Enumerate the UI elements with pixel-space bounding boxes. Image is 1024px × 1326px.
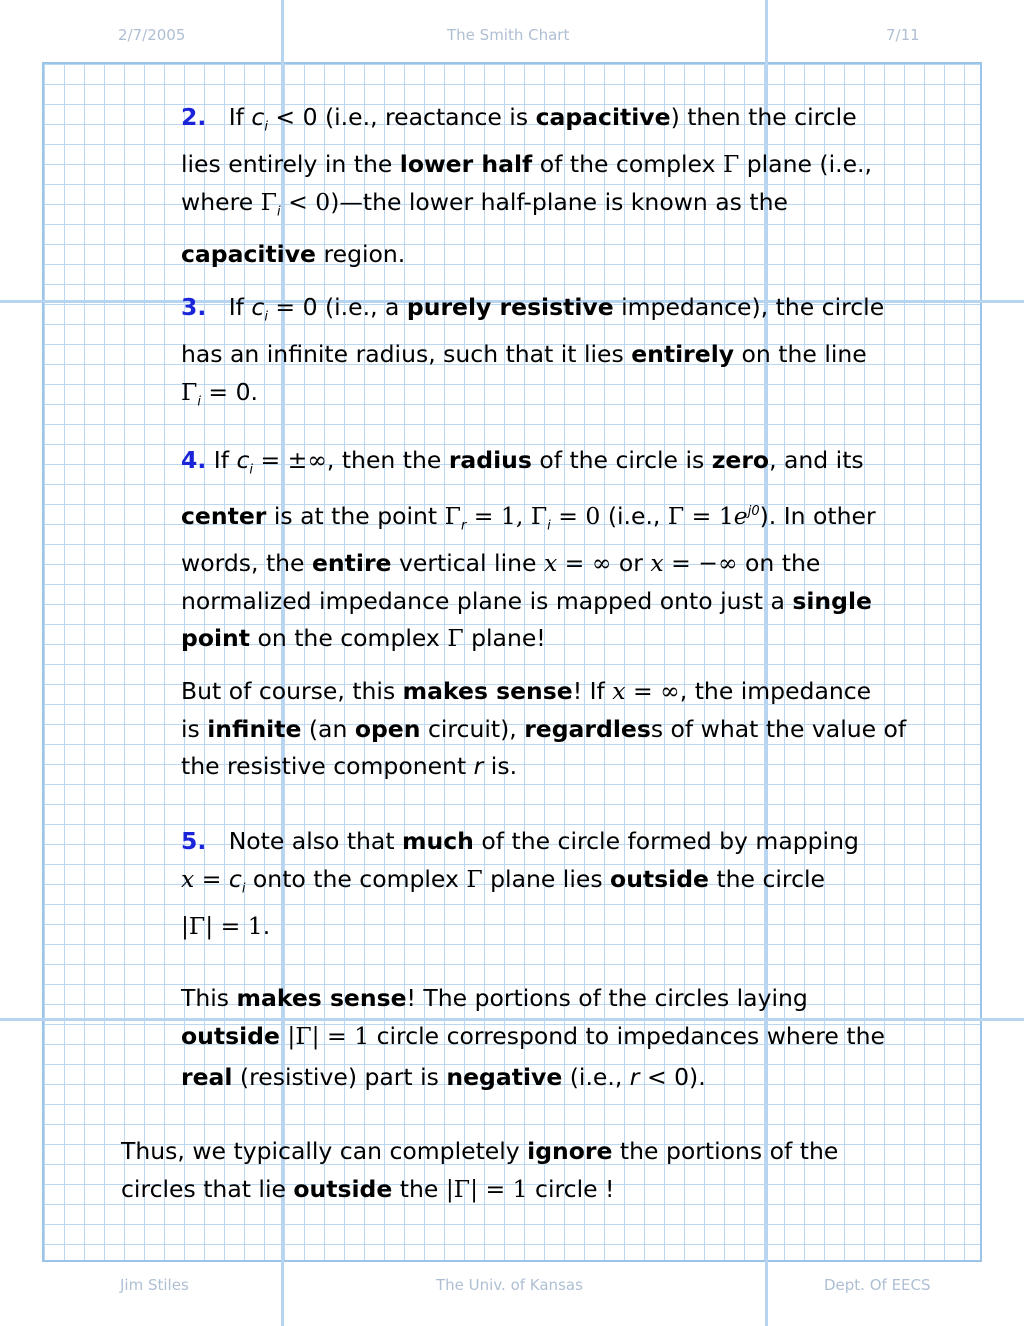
text: plane (i.e., — [739, 150, 872, 179]
line — [181, 1059, 885, 1097]
text: , then the — [326, 446, 449, 474]
text: e — [733, 502, 748, 531]
text: )—the lower half-plane is known as the — [330, 187, 788, 216]
item-number: 5. — [181, 827, 207, 855]
text: i — [197, 394, 201, 410]
text: (i.e., — [562, 1063, 630, 1091]
text: normalized impedance plane is mapped onto just a — [181, 586, 793, 615]
text: But of course, this — [181, 677, 403, 705]
text: or — [611, 549, 651, 578]
text: c — [236, 446, 250, 474]
text: Γ — [453, 1174, 471, 1203]
text: lies entirely in the — [181, 150, 400, 179]
text: This — [181, 984, 237, 1012]
line — [181, 289, 884, 336]
text: has an infinite radius, such that it lies — [181, 340, 632, 369]
text: outside — [181, 1021, 280, 1050]
text: r — [473, 752, 484, 780]
text: s of what the value of — [650, 714, 907, 743]
item-number: 2. — [181, 103, 207, 131]
text: vertical line — [391, 549, 544, 578]
text: center — [181, 502, 267, 531]
text: entirely — [631, 340, 735, 369]
text: (resistive) part is — [232, 1063, 447, 1091]
text: Γ — [667, 502, 685, 531]
text: the resistive component — [181, 752, 474, 780]
text: real — [181, 1063, 233, 1091]
text: Γ — [444, 502, 461, 531]
text: = 1, — [466, 502, 531, 531]
text: , and its — [769, 446, 864, 474]
text: c — [251, 103, 265, 131]
line — [181, 620, 876, 658]
line — [181, 99, 872, 146]
text: Γ — [188, 911, 206, 940]
footer-dept: Dept. Of EECS — [824, 1276, 931, 1294]
text: on the line — [734, 340, 867, 369]
text: Note also that — [228, 827, 403, 855]
text: negative — [446, 1063, 563, 1091]
text: = 0 — [550, 502, 601, 531]
text: | — [445, 1174, 454, 1203]
header-title: The Smith Chart — [447, 26, 570, 44]
text: r — [629, 1063, 640, 1091]
line — [181, 374, 884, 421]
text: circle correspond to impedances where the — [369, 1021, 885, 1050]
text: i — [241, 881, 246, 897]
line — [181, 545, 876, 583]
text: capacitive — [181, 239, 316, 268]
text: (an — [301, 714, 355, 743]
text: = ±∞ — [253, 446, 327, 474]
text: circle ! — [527, 1174, 615, 1203]
text: of the circle is — [531, 446, 712, 474]
text: purely resistive — [406, 293, 614, 321]
text: If — [213, 446, 237, 474]
text: x — [650, 549, 664, 578]
text: Thus, we typically can completely — [121, 1137, 528, 1165]
text: , the impedance — [679, 677, 872, 705]
line — [181, 336, 884, 374]
header-page: 7/11 — [886, 26, 920, 44]
line — [181, 184, 872, 231]
footer-university: The Univ. of Kansas — [436, 1276, 583, 1294]
text: ). In other — [759, 502, 876, 531]
text: = — [194, 864, 229, 893]
text: onto the complex — [245, 864, 467, 893]
item-number: 3. — [181, 293, 207, 321]
text: ) then the circle — [670, 103, 857, 131]
text: impedance), the circle — [613, 293, 885, 321]
text: of the complex — [532, 150, 723, 179]
text: If — [228, 293, 252, 321]
line — [121, 1133, 838, 1171]
footer-author: Jim Stiles — [120, 1276, 189, 1294]
text: i — [547, 518, 551, 534]
line — [181, 908, 859, 946]
text: where — [181, 187, 261, 216]
text: Γ — [447, 624, 464, 653]
line — [181, 236, 872, 274]
course-paragraph — [181, 673, 906, 786]
text: c — [228, 864, 242, 893]
item-number: 4. — [181, 446, 207, 474]
text: Γ — [466, 864, 483, 893]
text: ignore — [527, 1137, 613, 1165]
text: Γ — [722, 150, 740, 179]
text: c — [251, 293, 265, 321]
text: < 0 — [280, 187, 331, 216]
text: = −∞ — [663, 549, 738, 578]
text: = 0. — [200, 377, 258, 406]
text: open — [354, 714, 421, 743]
line — [181, 823, 859, 861]
text: radius — [448, 446, 532, 474]
text: | = 1 — [470, 1174, 528, 1203]
text: ! If — [572, 677, 613, 705]
text: plane lies — [482, 864, 611, 893]
text: = ∞ — [625, 677, 680, 705]
text: is — [181, 714, 208, 743]
text: plane! — [463, 624, 546, 653]
text: on the complex — [250, 624, 448, 653]
text: capacitive — [535, 103, 671, 131]
text: much — [402, 827, 474, 855]
text: x — [181, 864, 195, 893]
text: r — [460, 518, 467, 534]
item-3-paragraph — [181, 289, 884, 421]
line — [181, 748, 906, 786]
text: zero — [711, 446, 770, 474]
header-date: 2/7/2005 — [118, 26, 186, 44]
text: the portions of the — [612, 1137, 839, 1165]
text: i — [264, 309, 268, 325]
sense-paragraph — [181, 980, 885, 1097]
text: circles that lie — [121, 1174, 294, 1203]
text: the — [392, 1174, 446, 1203]
text: entire — [311, 549, 392, 578]
line — [181, 711, 906, 749]
text: circuit), — [420, 714, 525, 743]
final-paragraph — [121, 1133, 838, 1208]
line — [181, 583, 876, 621]
text: region. — [316, 239, 406, 268]
text: single — [792, 586, 872, 615]
item-5-paragraph — [181, 823, 859, 945]
text: < 0). — [639, 1063, 706, 1091]
text: words, the — [181, 549, 312, 578]
text: (i.e., — [600, 502, 668, 531]
text: regardles — [524, 714, 651, 743]
line — [181, 861, 859, 908]
text: | = 1 — [311, 1021, 370, 1050]
text: = 1 — [684, 502, 734, 531]
text: of the circle formed by mapping — [473, 827, 859, 855]
text: j0 — [747, 504, 760, 520]
text: If — [228, 103, 252, 131]
text: outside — [610, 864, 709, 893]
item-2-paragraph — [181, 99, 872, 273]
line — [121, 1171, 838, 1209]
text: outside — [293, 1174, 393, 1203]
text: < 0 (i.e., reactance is — [267, 103, 536, 131]
text: Γ — [295, 1021, 312, 1050]
text: i — [276, 204, 281, 220]
text: makes sense — [402, 677, 573, 705]
text: = ∞ — [557, 549, 612, 578]
text: on the — [737, 549, 821, 578]
text: | = 1 — [205, 911, 263, 940]
text: the circle — [708, 864, 825, 893]
text: . — [262, 911, 271, 940]
line — [181, 442, 876, 489]
text: i — [264, 119, 268, 135]
text: Γ — [181, 377, 198, 406]
line — [181, 493, 876, 545]
text: x — [612, 677, 626, 705]
text: lower half — [399, 150, 533, 179]
text: i — [249, 462, 253, 478]
text: = 0 (i.e., a — [267, 293, 407, 321]
text: ! The portions of the circles laying — [406, 984, 808, 1012]
text: Γ — [260, 187, 277, 216]
text: | — [287, 1021, 296, 1050]
item-4-paragraph — [181, 442, 876, 658]
text: makes sense — [236, 984, 407, 1012]
line — [181, 673, 906, 711]
line — [181, 980, 885, 1018]
text: is. — [483, 752, 518, 780]
text: is at the point — [266, 502, 445, 531]
line — [181, 1018, 885, 1056]
text: point — [181, 624, 250, 653]
text: Γ — [530, 502, 548, 531]
line — [181, 146, 872, 184]
text: x — [543, 549, 558, 578]
text: | — [181, 911, 189, 940]
text: infinite — [207, 714, 302, 743]
